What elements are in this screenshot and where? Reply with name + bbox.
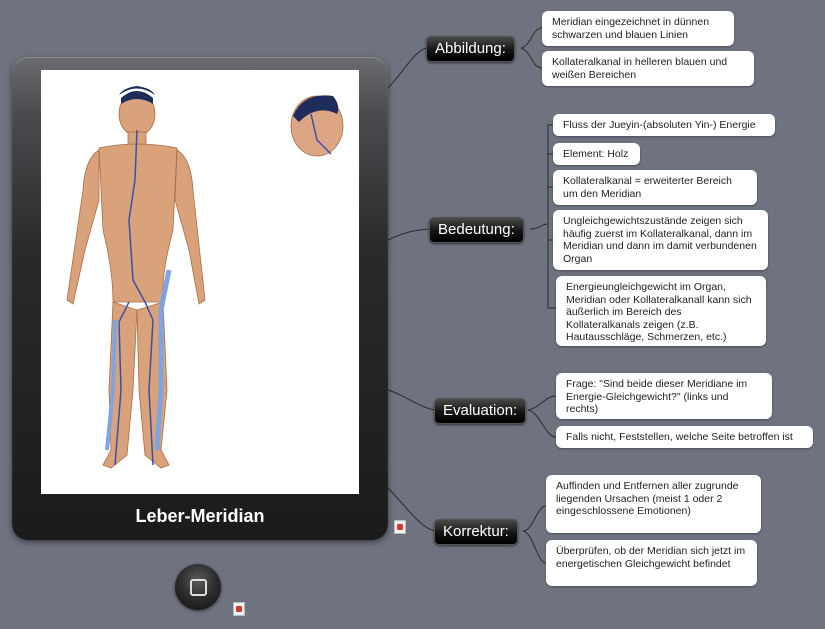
meridian-illustration — [41, 70, 359, 494]
topic-abbildung[interactable]: Abbildung: — [426, 36, 515, 62]
note-bedeutung-2[interactable]: Element: Holz — [553, 143, 640, 165]
tablet-title: Leber-Meridian — [135, 506, 265, 526]
note-korrektur-2[interactable]: Überprüfen, ob der Meridian sich jetzt im energetischen Gleichgewicht befindet — [546, 540, 757, 586]
topic-bedeutung[interactable]: Bedeutung: — [429, 217, 524, 243]
home-square-icon — [190, 579, 207, 596]
note-icon[interactable] — [394, 520, 406, 534]
tablet-frame — [12, 57, 388, 540]
note-bedeutung-4[interactable]: Ungleichgewichtszustände zeigen sich häufig zuerst im Kollateralkanal, dann im Meridian und dann im damit verbundenen Organ — [553, 210, 768, 270]
home-button[interactable] — [175, 564, 221, 610]
note-bedeutung-5[interactable]: Energieungleichgewicht im Organ, Meridian oder Kollateralkanall kann sich äußerlich im Bereich des Kollateralkanals zeigen (z.B. Hautausschläge, Schmerzen, etc.) — [556, 276, 766, 346]
note-evaluation-1[interactable]: Frage: "Sind beide dieser Meridiane im Energie-Gleichgewicht?" (links und rechts) — [556, 373, 772, 419]
body-figure — [41, 70, 359, 494]
note-icon[interactable] — [233, 602, 245, 616]
topic-evaluation[interactable]: Evaluation: — [434, 398, 526, 424]
note-abbildung-1[interactable]: Meridian eingezeichnet in dünnen schwarzen und blauen Linien — [542, 11, 734, 46]
note-evaluation-2[interactable]: Falls nicht, Feststellen, welche Seite betroffen ist — [556, 426, 813, 448]
note-abbildung-2[interactable]: Kollateralkanal in helleren blauen und weißen Bereichen — [542, 51, 754, 86]
note-korrektur-1[interactable]: Auffinden und Entfernen aller zugrunde liegenden Ursachen (meist 1 oder 2 eingeschlossene Emotionen) — [546, 475, 761, 533]
note-bedeutung-3[interactable]: Kollateralkanal = erweiterter Bereich um den Meridian — [553, 170, 757, 205]
topic-korrektur[interactable]: Korrektur: — [434, 519, 518, 545]
note-bedeutung-1[interactable]: Fluss der Jueyin-(absoluten Yin-) Energie — [553, 114, 775, 136]
